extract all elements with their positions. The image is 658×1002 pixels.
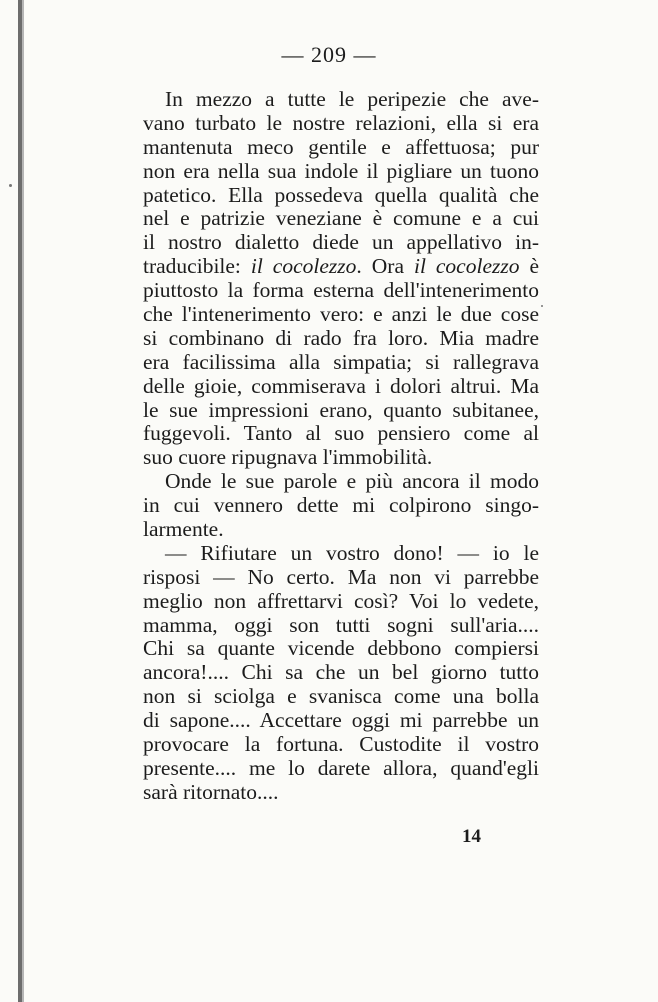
text-line: presente.... me lo darete allora, quand'egli [143, 755, 539, 780]
text-line: suo cuore ripugnava l'immobilità. [143, 445, 433, 470]
page-gutter-shadow [22, 0, 24, 1002]
text-line: che l'intenerimento vero: e anzi le due cose [143, 302, 539, 327]
paper-speck [9, 184, 12, 187]
body-text [143, 88, 539, 805]
text-line: vano turbato le nostre relazioni, ella si era [143, 110, 539, 135]
text-line: Onde le sue parole e più ancora il modo [165, 469, 539, 494]
text-line: le sue impressioni erano, quanto subitanee, [143, 397, 539, 422]
text-line: traducibile: il cocolezzo. Ora il cocolezzo è [143, 254, 540, 279]
paper-speck [541, 305, 543, 307]
text-line: larmente. [143, 517, 224, 542]
text-line: non si sciolga e svanisca come una bolla [143, 684, 539, 709]
page-number: — 209 — [281, 42, 377, 67]
text-line: si combinano di rado fra loro. Mia madre [143, 325, 539, 350]
text-line: — Rifiutare un vostro dono! — io le [165, 540, 539, 565]
text-line: mamma, oggi son tutti sogni sull'aria.... [143, 612, 539, 637]
text-line: nel e patrizie veneziane è comune e a cui [143, 206, 539, 231]
text-line: risposi — No certo. Ma non vi parrebbe [143, 564, 539, 589]
text-line: di sapone.... Accettare oggi mi parrebbe un [143, 708, 539, 733]
text-line: era facilissima alla simpatia; si rallegrava [143, 349, 539, 374]
text-line: ancora!.... Chi sa che un bel giorno tutto [143, 660, 539, 685]
text-line: il nostro dialetto diede un appellativo in- [143, 230, 539, 255]
text-line: In mezzo a tutte le peripezie che ave- [165, 87, 539, 111]
text-line: non era nella sua indole il pigliare un tuono [143, 158, 539, 183]
signature-mark: 14 [462, 826, 481, 847]
text-line: meglio non affrettarvi così? Voi lo vedete, [143, 588, 539, 613]
text-line: piuttosto la forma esterna dell'intenerimento [143, 278, 539, 303]
text-line: patetico. Ella possedeva quella qualità che [143, 182, 539, 207]
text-line: fuggevoli. Tanto al suo pensiero come al [143, 421, 539, 446]
text-line: sarà ritornato.... [143, 779, 279, 804]
text-line: delle gioie, commiserava i dolori altrui. Ma [143, 373, 539, 398]
text-line: provocare la fortuna. Custodite il vostro [143, 732, 539, 757]
text-line: in cui vennero dette mi colpirono singo- [143, 493, 539, 518]
text-line: mantenuta meco gentile e affettuosa; pur [143, 134, 539, 159]
text-line: Chi sa quante vicende debbono compiersi [143, 636, 539, 661]
